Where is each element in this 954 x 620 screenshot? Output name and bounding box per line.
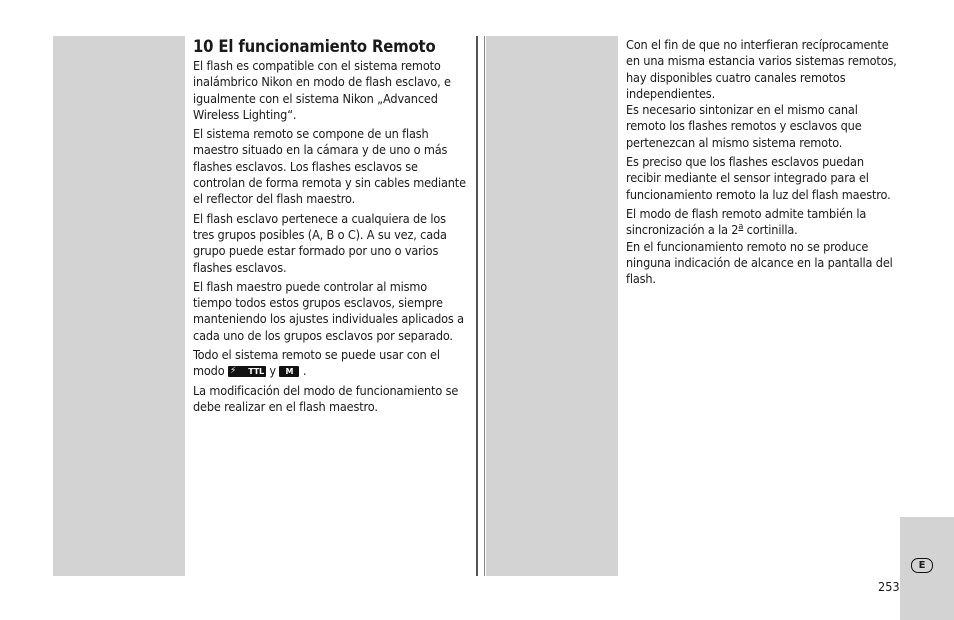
- wireless-ttl-icon: ⚡ TTL: [229, 366, 264, 377]
- section-title: 10 El funcionamiento Remoto: [193, 37, 436, 56]
- language-badge: E: [911, 558, 933, 573]
- paragraph: En el funcionamiento remoto no se produce ninguna indicación de alcance en la pantalla del flash.: [626, 238, 893, 287]
- paragraph-text: Todo el sistema remoto se puede usar con el modo: [193, 347, 440, 379]
- paragraph: Con el fin de que no interfieran recíprocamente en una misma estancia varios sistemas remotos, hay disponibles cuatro canales remotos independientes.: [626, 37, 897, 101]
- paragraph-sync: [626, 206, 898, 239]
- column-divider: [476, 36, 478, 576]
- paragraph-text: El modo de flash remoto admite también la sincronización a la 2: [626, 205, 867, 238]
- paragraph: El sistema remoto se compone de un flash maestro situado en la cámara y de uno o más flashes esclavos. Los flashes esclavos se controlan de forma remota y sin cables mediante el reflector del flash maestro.: [193, 126, 466, 207]
- paragraph: Es preciso que los flashes esclavos puedan recibir mediante el sensor integrado para el funcionamiento remoto la luz del flash maestro.: [626, 154, 891, 202]
- paragraph-text: y: [265, 363, 280, 379]
- paragraph-text: .: [299, 363, 307, 379]
- paragraph: El flash es compatible con el sistema remoto inalámbrico Nikon en modo de flash esclavo, e igualmente con el sistema Nikon „Advanced Wireless Lighting“.: [193, 58, 451, 122]
- paragraph: Es necesario sintonizar en el mismo canal remoto los flashes remotos y esclavos que pertenezcan al mismo sistema remoto.: [626, 102, 862, 150]
- left-column: [193, 37, 469, 418]
- paragraph: La modificación del modo de funcionamiento se debe realizar en el flash maestro.: [193, 382, 459, 414]
- right-column: [626, 37, 898, 290]
- manual-mode-icon: [279, 366, 299, 377]
- column-divider-inner: [484, 36, 485, 576]
- ordinal-superscript: a: [738, 222, 744, 233]
- paragraph: El flash maestro puede controlar al mismo tiempo todos estos grupos esclavos, siempre manteniendo los ajustes individuales aplicados a cada uno de los grupos esclavos por separado.: [193, 278, 464, 343]
- paragraph-modes: [193, 347, 469, 380]
- page-number: 253: [878, 579, 900, 594]
- middle-margin-bar: [486, 36, 618, 576]
- paragraph-text: cortinilla.: [743, 222, 798, 238]
- left-margin-bar: [53, 36, 185, 576]
- m-icon-label: M: [285, 367, 294, 377]
- ttl-icon-label: TTL: [248, 367, 264, 377]
- paragraph: El flash esclavo pertenece a cualquiera de los tres grupos posibles (A, B o C). A su vez, cada grupo puede estar formado por uno o varios flashes esclavos.: [193, 210, 447, 275]
